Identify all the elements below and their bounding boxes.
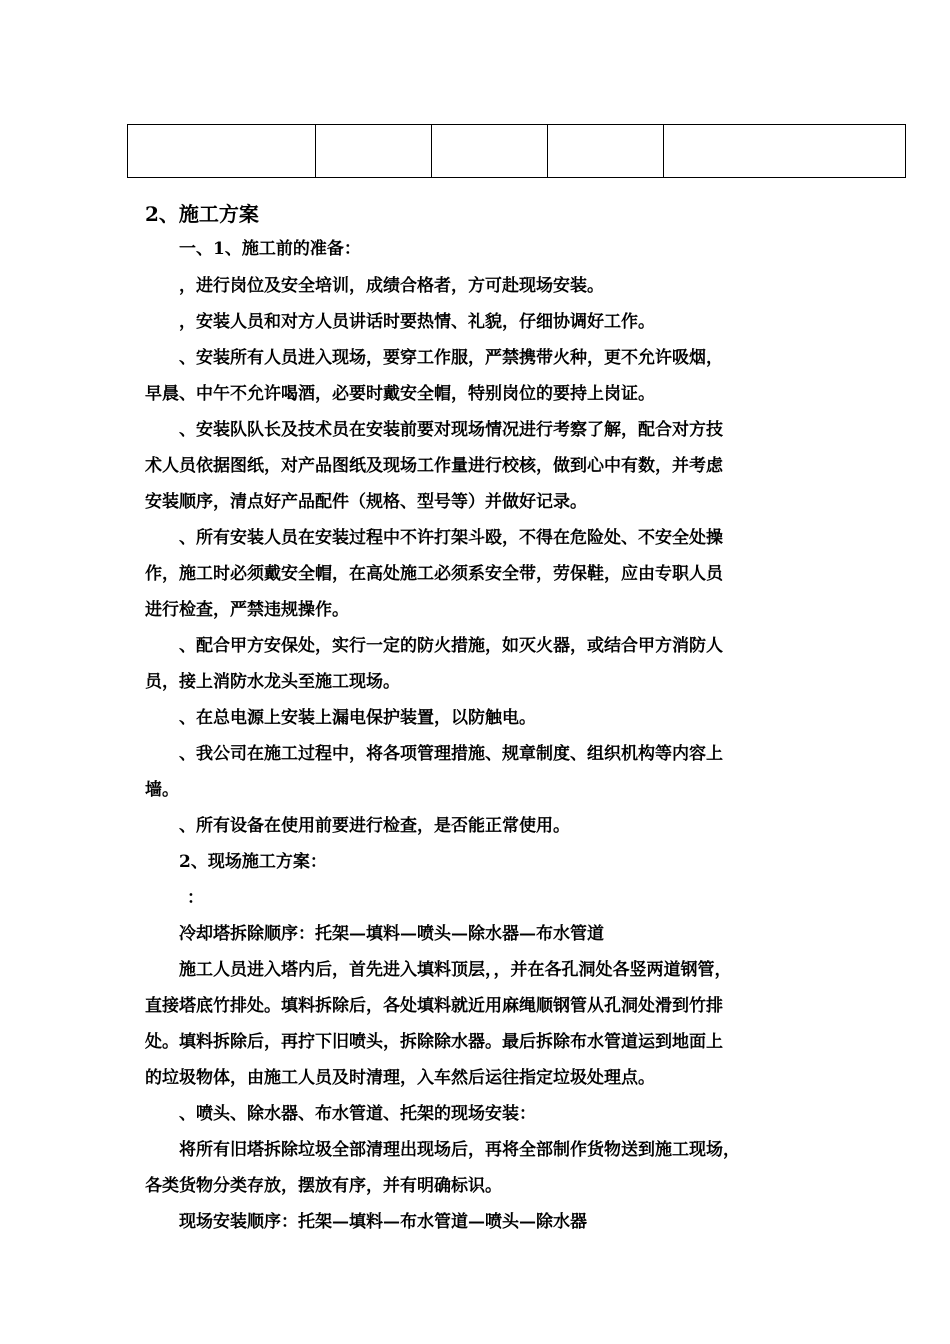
document-body — [145, 196, 815, 1240]
paragraph-line: 直接塔底竹排处。填料拆除后，各处填料就近用麻绳顺钢管从孔洞处滑到竹排 — [145, 996, 723, 1016]
paragraph-line: 墙。 — [145, 780, 179, 800]
paragraph-line: 、我公司在施工过程中，将各项管理措施、规章制度、组织机构等内容上 — [179, 744, 723, 764]
header-table — [127, 124, 906, 178]
paragraph-line: 处。填料拆除后，再拧下旧喷头，拆除除水器。最后拆除布水管道运到地面上 — [145, 1032, 723, 1052]
section-title: 2、施工方案 — [145, 202, 259, 226]
paragraph-line: 、配合甲方安保处，实行一定的防火措施，如灭火器，或结合甲方消防人 — [179, 636, 723, 656]
paragraph-line: 、所有安装人员在安装过程中不许打架斗殴，不得在危险处、不安全处操 — [179, 528, 723, 548]
paragraph-line: 、所有设备在使用前要进行检查，是否能正常使用。 — [179, 816, 570, 836]
paragraph-line: 将所有旧塔拆除垃圾全部清理出现场后，再将全部制作货物送到施工现场， — [179, 1140, 740, 1160]
paragraph-line: 安装顺序，清点好产品配件（规格、型号等）并做好记录。 — [145, 492, 587, 512]
paragraph-line: 作，施工时必须戴安全帽，在高处施工必须系安全带，劳保鞋，应由专职人员 — [145, 564, 723, 584]
paragraph-line: ，进行岗位及安全培训，成绩合格者，方可赴现场安装。 — [179, 276, 604, 296]
table-cell — [128, 125, 316, 178]
paragraph-line: 、安装所有人员进入现场，要穿工作服，严禁携带火种，更不允许吸烟， — [179, 348, 723, 368]
table-cell — [548, 125, 664, 178]
paragraph-line: 现场安装顺序：托架—填料—布水管道—喷头—除水器 — [179, 1212, 587, 1232]
paragraph-line: 一、1、施工前的准备： — [179, 239, 361, 259]
table-cell — [432, 125, 548, 178]
paragraph-line: ： — [187, 888, 204, 908]
paragraph-line: 早晨、中午不允许喝酒，必要时戴安全帽，特别岗位的要持上岗证。 — [145, 384, 655, 404]
table-cell — [664, 125, 906, 178]
paragraph-line: 术人员依据图纸，对产品图纸及现场工作量进行校核，做到心中有数，并考虑 — [145, 456, 723, 476]
paragraph-line: 进行检查，严禁违规操作。 — [145, 600, 349, 620]
table-cell — [316, 125, 432, 178]
paragraph-line: 、在总电源上安装上漏电保护装置，以防触电。 — [179, 708, 536, 728]
paragraph-line: 员，接上消防水龙头至施工现场。 — [145, 672, 400, 692]
paragraph-line: 冷却塔拆除顺序：托架—填料—喷头—除水器—布水管道 — [179, 924, 604, 944]
paragraph-line: 施工人员进入塔内后，首先进入填料顶层，，并在各孔洞处各竖两道钢管， — [179, 960, 732, 980]
paragraph-line: 2、现场施工方案： — [179, 852, 327, 872]
paragraph-line: 的垃圾物体，由施工人员及时清理，入车然后运往指定垃圾处理点。 — [145, 1068, 655, 1088]
paragraph-line: 、安装队队长及技术员在安装前要对现场情况进行考察了解，配合对方技 — [179, 420, 723, 440]
table-row — [128, 125, 906, 178]
paragraph-line: 各类货物分类存放，摆放有序，并有明确标识。 — [145, 1176, 502, 1196]
paragraph-line: 、喷头、除水器、布水管道、托架的现场安装： — [179, 1104, 536, 1124]
paragraph-line: ，安装人员和对方人员讲话时要热情、礼貌，仔细协调好工作。 — [179, 312, 655, 332]
